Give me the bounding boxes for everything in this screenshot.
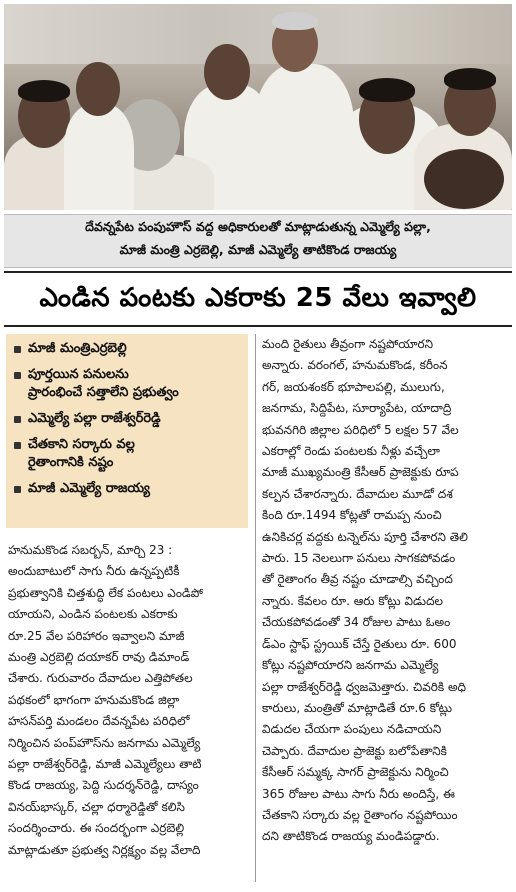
photo-person xyxy=(18,80,70,102)
photo-person xyxy=(359,78,415,102)
article-line: చేశారు. గురువారం దేవాదుల ఎత్తిపోతల xyxy=(8,671,193,686)
article-line: పారు. 15 నెలలుగా పనులు సాగకపోవడం xyxy=(262,551,456,566)
article-line: దని తాటికొండ రాజయ్య మండిపడ్డారు. xyxy=(262,829,440,844)
caption-line: దేవన్నపేట పంపుహౌస్ వద్ద అధికారులతో మాట్లాడుతున్న ఎమ్మెల్యే పల్లా, xyxy=(85,219,431,234)
photo-person xyxy=(76,62,120,116)
article-line: రూ.25 వేల పరిహారం ఇవ్వాలని మాజీ xyxy=(8,628,185,643)
article-line: కేసీఆర్ సమ్మక్క సాగర్ ప్రాజెక్టును నిర్మించి xyxy=(262,765,449,780)
article-line: హసన్‌పర్తి మండలం దేవన్నపేట పరిధిలో xyxy=(8,714,190,729)
article-line: జనగామ, సిద్దిపేట, సూర్యాపేట, యాదాద్రి xyxy=(262,401,452,416)
highlight-line: మాజీ మంత్రిఎర్రబెల్లి xyxy=(28,341,127,356)
bullet-icon xyxy=(14,486,21,493)
article-line: డ్ఎం స్టాఫ్ స్ట్రయిక్ చేస్తే రైతులు రూ. 600 xyxy=(262,636,457,651)
article-line: హనుమకొండ సబర్బన్, మార్చి 23 : xyxy=(8,543,173,557)
photo-background-wall xyxy=(4,4,512,64)
article-line: సందర్శించారు. ఈ సందర్భంగా ఎర్రబెల్లి xyxy=(8,821,185,836)
highlight-line: పూర్తయిన పనులను xyxy=(28,367,129,382)
article-line: మంత్రి ఎర్రబెల్లి దయాకర్ రావు డిమాండ్ xyxy=(8,650,190,665)
article-line: ప్రభుత్వానికి చిత్తశుద్ధి లేక పంటలు ఎండిపో xyxy=(8,585,204,600)
article-body-left xyxy=(8,540,250,861)
highlight-item xyxy=(14,410,244,428)
highlight-line: మాజీ ఎమ్మెల్యే రాజయ్య xyxy=(28,481,150,496)
news-photo xyxy=(4,4,512,210)
article-line: కల్పన చేశారన్నారు. దేవాదుల మూడో దశ xyxy=(262,486,453,501)
article-line: కోట్లు నష్టపోయారని జనగామ ఎమ్మెల్యే xyxy=(262,658,439,673)
bullet-icon xyxy=(14,346,21,353)
article-line: గర్, జయశంకర్ భూపాలపల్లి, ములుగు, xyxy=(262,379,445,394)
article-line: కారులు, మంత్రితో మాట్లాడితే రూ.6 కోట్లు xyxy=(262,700,453,715)
article-line: ఉనికిచర్ల వద్దకు టన్నెల్‌ను పూర్తి చేశారని తెలి xyxy=(262,529,468,544)
highlight-item xyxy=(14,480,244,498)
article-line: మంది రైతులు తీవ్రంగా నష్టపోయారని xyxy=(262,337,434,351)
article-line: చేయకపోవడంతో 34 రోజుల పాటు ఓఅం xyxy=(262,615,451,630)
bullet-icon xyxy=(14,416,21,423)
article-line: న్నారు. కేవలం రూ. ఆరు కోట్లు విడుదల xyxy=(262,593,444,608)
bullet-icon xyxy=(14,372,21,379)
photo-person xyxy=(444,68,496,90)
article-line: భువనగిరి జిల్లాల పరిధిలో 5 లక్షల 57 వేల xyxy=(262,422,459,437)
highlights-box xyxy=(6,334,248,528)
article-line: మాజీ ముఖ్యమంత్రి కేసీఆర్ ప్రాజెక్టుకు రూప xyxy=(262,465,459,480)
article-line: మాట్లాడుతూ ప్రభుత్వ నిర్లక్ష్యం వల్ల వేలాది xyxy=(8,842,201,857)
highlight-line: రైతాంగానికి నష్టం xyxy=(28,455,114,470)
caption-line: మాజీ మంత్రి ఎర్రబెల్లి, మాజీ ఎమ్మెల్యే తాటికొండ రాజయ్య xyxy=(119,242,397,257)
article-body-right xyxy=(262,334,512,848)
article-line: పథకంలో భాగంగా హనుమకొండ జిల్లా xyxy=(8,692,180,707)
highlight-item xyxy=(14,436,244,472)
highlight-item xyxy=(14,340,244,358)
article-line: 365 రోజుల పాటు సాగు నీరు అందిస్తే, ఈ xyxy=(262,786,455,801)
highlight-line: చేతకాని సర్కారు వల్ల xyxy=(28,437,135,452)
article-line: కింది రూ.1494 కోట్లతో రామప్ప నుంచి xyxy=(262,508,442,523)
article-line: చేతకాని సర్కారు వల్ల రైతాంగం నష్టపోయిం xyxy=(262,807,458,822)
article-line: ఎకరాల్లో రెండు పంటలకు నీళ్లు వచ్చేలా xyxy=(262,444,440,459)
photo-caption xyxy=(4,214,512,268)
photo-person xyxy=(204,44,250,100)
photo-person xyxy=(272,12,318,30)
article-line: పల్లా రాజేశ్వర్‌రెడ్డి ధ్వజమెత్తారు. చివరికి అధి xyxy=(262,679,467,694)
headline-rule-bottom xyxy=(4,325,512,327)
article-line: పల్లా రాజేశ్వర్‌రెడ్డి, మాజీ ఎమ్మెల్యేలు తాటి xyxy=(8,757,202,772)
photo-person xyxy=(64,104,134,210)
article-line: వినయ్‌భాస్కర్, చల్లా ధర్మారెడ్డితో కలిసి xyxy=(8,799,185,814)
article-line: యాయని, ఎండిన పంటలకు ఎకరాకు xyxy=(8,607,178,622)
bullet-icon xyxy=(14,442,21,449)
highlight-line: ఎమ్మెల్యే పల్లా రాజేశ్వర్‌రెడ్డి xyxy=(28,411,161,426)
article-line: అన్నారు. వరంగల్, హనుమకొండ, కరీంన xyxy=(262,358,448,373)
article-line: నిర్మించిన పంప్‌హౌస్‌ను జనగామ ఎమ్మెల్యే xyxy=(8,735,201,750)
article-line: విడుదల చేయగా పంపులు నడిచాయని xyxy=(262,722,442,737)
article-line: అందుబాటులో సాగు నీరు ఉన్నప్పటికీ xyxy=(8,564,180,579)
column-divider xyxy=(255,334,256,882)
highlight-line: ప్రారంభించే సత్తాలేని ప్రభుత్వం xyxy=(28,385,179,400)
headline: ఎండిన పంటకు ఎకరాకు 25 వేలు ఇవ్వాలి xyxy=(39,283,477,313)
article-line: తో రైతాంగం తీవ్ర నష్టం చూడాల్సి వచ్చింద xyxy=(262,572,453,587)
article-line: చెప్పారు. దేవాదుల ప్రాజెక్టు బలోపేతానికి xyxy=(262,743,447,758)
photo-person xyxy=(424,149,504,209)
highlight-item xyxy=(14,366,244,402)
article-line: కొండ రాజయ్య, పెద్ది సుదర్శన్‌రెడ్డి, దాస్యం xyxy=(8,778,199,793)
